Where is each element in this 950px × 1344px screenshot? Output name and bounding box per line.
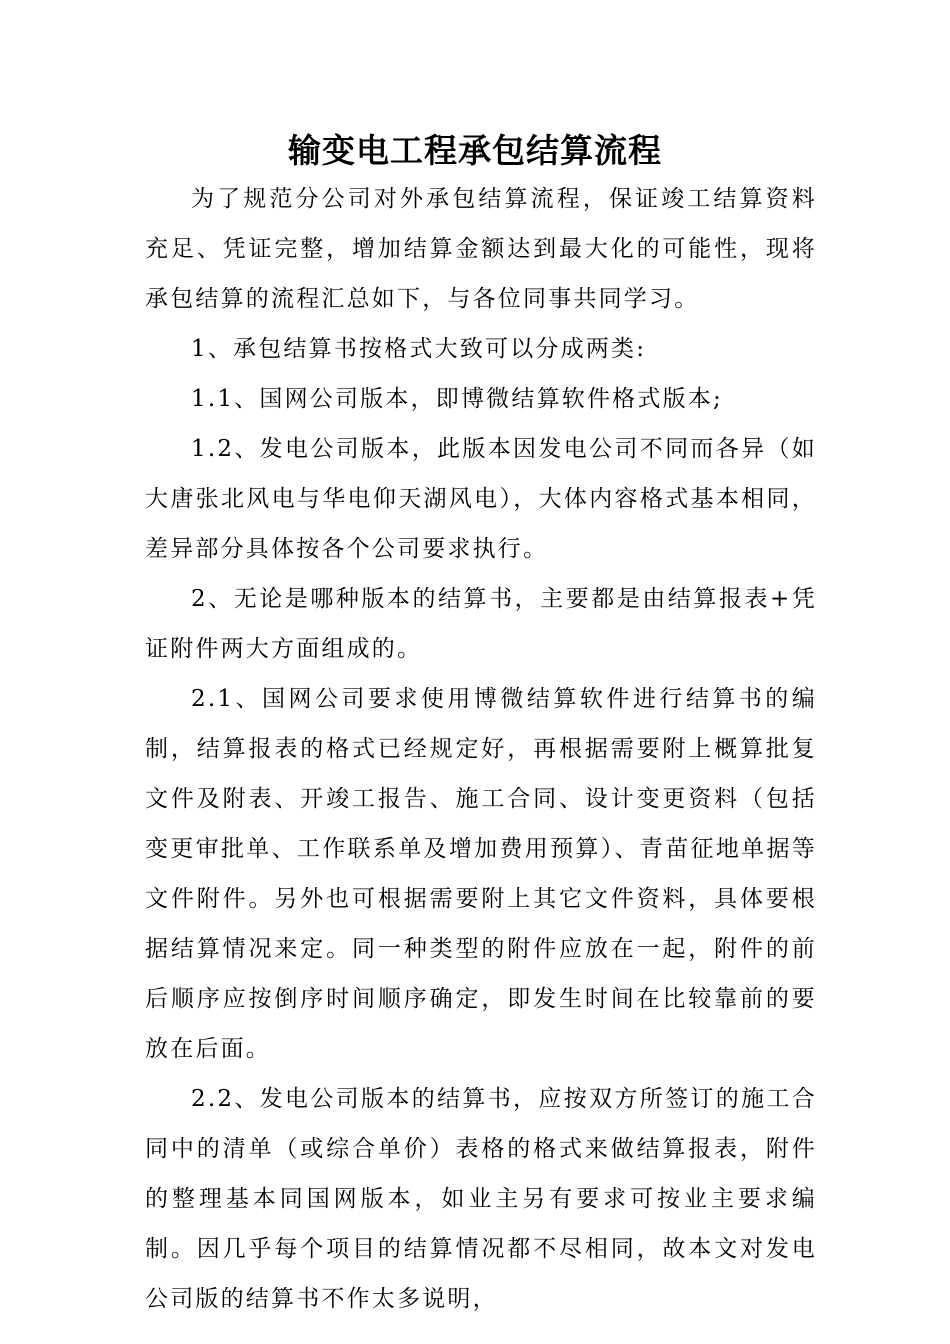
paragraph-2-2: 2.2、发电公司版本的结算书，应按双方所签订的施工合同中的清单（或综合单价）表格的格式来做结算报表，附件的整理基本同国网版本，如业主另有要求可按业主要求编制。因几乎每个项目的结算情况都不尽相同，故本文对发电公司版的结算书不作太多说明， [145,1086,817,1312]
document-body [145,174,817,1324]
paragraph-2: 2、无论是哪种版本的结算书，主要都是由结算报表+凭证附件两大方面组成的。 [145,586,817,662]
paragraph-1-2: 1.2、发电公司版本，此版本因发电公司不同而各异（如大唐张北风电与华电仰天湖风电），大体内容格式基本相同，差异部分具体按各个公司要求执行。 [145,436,817,562]
paragraph-2-1: 2.1、国网公司要求使用博微结算软件进行结算书的编制，结算报表的格式已经规定好，再根据需要附上概算批复文件及附表、开竣工报告、施工合同、设计变更资料（包括变更审批单、工作联系单及增加费用预算）、青苗征地单据等文件附件。另外也可根据需要附上其它文件资料，具体要根据结算情况来定。同一种类型的附件应放在一起，附件的前后顺序应按倒序时间顺序确定，即发生时间在比较靠前的要放在后面。 [145,686,817,1062]
paragraph-intro: 为了规范分公司对外承包结算流程，保证竣工结算资料充足、凭证完整，增加结算金额达到最大化的可能性，现将承包结算的流程汇总如下，与各位同事共同学习。 [145,186,817,312]
paragraph-1: 1、承包结算书按格式大致可以分成两类: [191,336,647,362]
paragraph-1-1: 1.1、国网公司版本，即博微结算软件格式版本; [191,386,723,412]
document-title: 输变电工程承包结算流程 [288,131,662,170]
